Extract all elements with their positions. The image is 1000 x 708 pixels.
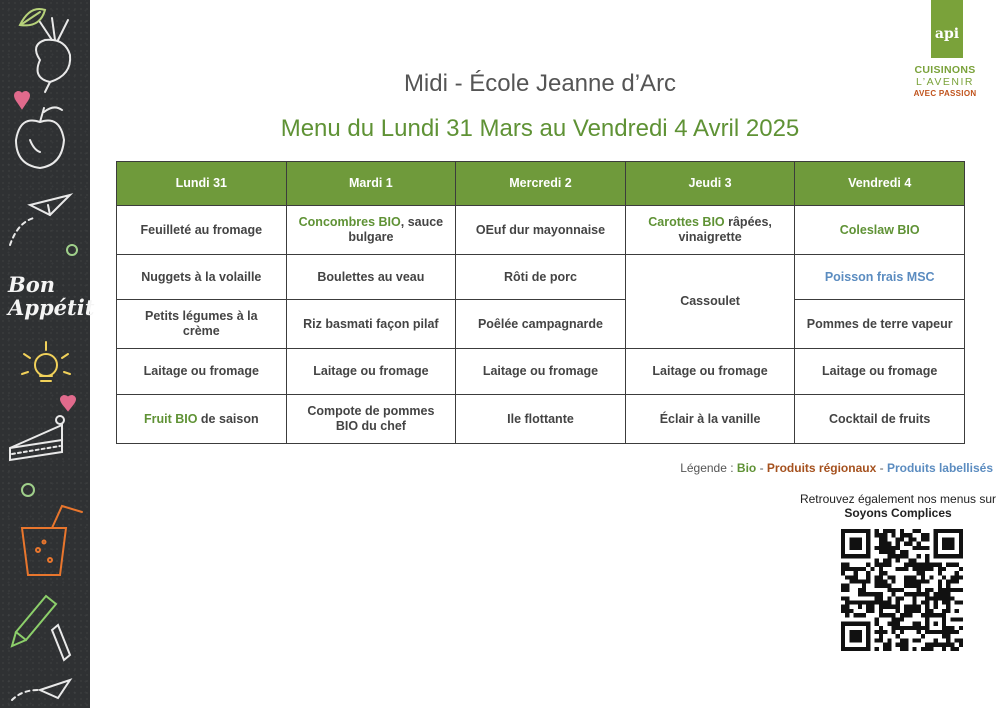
apple-icon [16, 107, 64, 168]
legend-separator: - [756, 461, 767, 475]
menu-cell [795, 206, 965, 255]
paper-plane-icon [12, 680, 70, 700]
menu-cell: Laitage ou fromage [625, 349, 795, 395]
menu-cell: Compote de pommes BIO du chef [286, 395, 456, 444]
bio-item: Carottes BIO [648, 215, 725, 229]
item-text: , sauce bulgare [348, 215, 444, 244]
menu-cell: Cassoulet [625, 255, 795, 349]
menu-cell: OEuf dur mayonnaise [456, 206, 626, 255]
menu-cell: Riz basmati façon pilaf [286, 300, 456, 349]
day-header: Jeudi 3 [625, 162, 795, 206]
bio-item: Fruit BIO [143, 411, 198, 426]
pencil-icon [12, 596, 70, 660]
heart-icon [15, 92, 29, 108]
legend-regional: Produits régionaux [766, 461, 877, 475]
qr-code[interactable] [841, 529, 963, 651]
heart-icon [61, 396, 75, 410]
legend-labelled: Produits labellisés [886, 461, 993, 475]
menu-cell: Cocktail de fruits [795, 395, 965, 444]
beet-icon [36, 18, 70, 92]
chalkboard-sidebar [0, 0, 95, 708]
day-header: Lundi 31 [117, 162, 287, 206]
table-row [117, 206, 965, 255]
menu-cell [286, 206, 456, 255]
menu-cell: Laitage ou fromage [456, 349, 626, 395]
day-header: Mardi 1 [286, 162, 456, 206]
menu-cell: Feuilleté au fromage [117, 206, 287, 255]
menu-cell: Petits légumes à la crème [117, 300, 287, 349]
logo-line-3: AVEC PASSION [913, 89, 977, 98]
table-header-row [117, 162, 965, 206]
promo-link[interactable]: Soyons Complices [844, 506, 952, 520]
menu-cell [795, 255, 965, 300]
bio-item: Coleslaw BIO [839, 222, 920, 237]
menu-cell: Boulettes au veau [286, 255, 456, 300]
day-header: Mercredi 2 [456, 162, 626, 206]
legend-prefix: Légende : [680, 461, 737, 475]
menu-cell: Éclair à la vanille [625, 395, 795, 444]
menu-cell: Pommes de terre vapeur [795, 300, 965, 349]
paper-plane-icon [10, 195, 70, 245]
chalk-doodles [0, 0, 95, 708]
lightbulb-icon [22, 342, 70, 381]
table-row [117, 255, 965, 300]
table-row [117, 349, 965, 395]
day-header: Vendredi 4 [795, 162, 965, 206]
menu-cell [117, 395, 287, 444]
menu-cell: Laitage ou fromage [795, 349, 965, 395]
item-text: râpées, vinaigrette [678, 215, 772, 244]
table-row [117, 395, 965, 444]
cake-icon [10, 416, 64, 460]
logo-mark-text: api [934, 26, 960, 42]
labelled-item: Poisson frais MSC [824, 269, 935, 284]
bio-item: Concombres BIO [298, 215, 401, 229]
legend [600, 461, 993, 475]
greeting-line-1: Bon [8, 272, 56, 297]
menu-cell: Nuggets à la volaille [117, 255, 287, 300]
menu-cell: Laitage ou fromage [117, 349, 287, 395]
flower-icon [22, 484, 34, 496]
menu-table [116, 161, 965, 444]
greeting-line-2: Appétit [8, 295, 95, 320]
menu-cell: Ile flottante [456, 395, 626, 444]
item-text: de saison [197, 411, 259, 426]
promo-line-1: Retrouvez également nos menus sur [799, 492, 997, 506]
menu-cell [625, 206, 795, 255]
flower-icon [67, 245, 77, 255]
logo-line-1: CUISINONS [914, 64, 976, 76]
menu-cell: Rôti de porc [456, 255, 626, 300]
promo-text [758, 492, 1000, 520]
menu-cell: Laitage ou fromage [286, 349, 456, 395]
menu-date-range: Menu du Lundi 31 Mars au Vendredi 4 Avril 2025 [280, 115, 800, 142]
menu-cell: Poêlée campagnarde [456, 300, 626, 349]
logo-line-2: L’AVENIR [916, 76, 974, 88]
table-row [117, 300, 965, 349]
legend-bio: Bio [736, 461, 757, 475]
legend-separator: - [876, 461, 887, 475]
page-title: Midi - École Jeanne d’Arc [403, 70, 677, 97]
drink-icon [22, 506, 82, 575]
